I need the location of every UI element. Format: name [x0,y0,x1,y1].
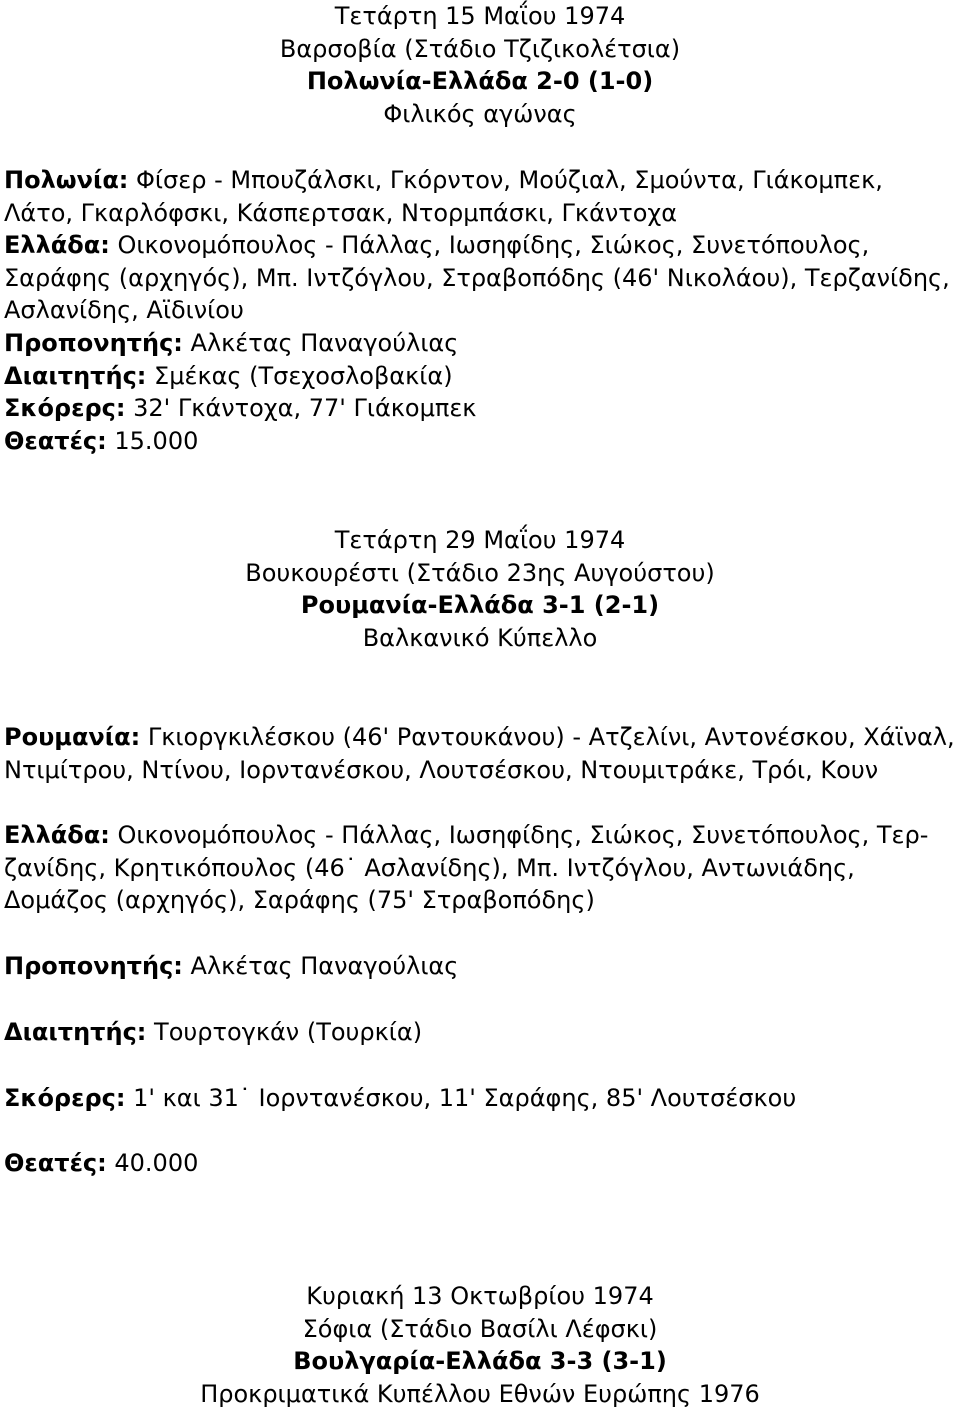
attendance-label: Θεατές: [4,426,107,455]
match-3-header [4,1280,956,1410]
match-2-header [4,524,956,654]
attendance-label: Θεατές: [4,1149,107,1177]
match-1-details [4,164,956,457]
coach-value: Αλκέτας Παναγούλιας [182,952,459,980]
match-2-coach [4,950,956,983]
referee-value: Τουρτογκάν (Τουρκία) [146,1018,423,1046]
lineup-text: Οικονομόπουλος - Πάλλας, Ιωσηφίδης, Σιώκος, Συνετόπουλος, Σαράφης (αρχηγός), Μπ. Ιντζόγλου, Στραβοπόδης (46' Νικολάου), Τερζανίδης, Ασλανίδης, Αϊδινίου [4,231,950,325]
match-1-lineup-home [4,164,956,229]
referee-value: Σμέκας (Τσεχοσλοβακία) [146,361,453,390]
match-3-result: Βουλγαρία-Ελλάδα 3-3 (3-1) [293,1347,667,1376]
lineup-text: Οικονομόπουλος - Πάλλας, Ιωσηφίδης, Σιώκος, Συνετόπουλος, Τερ-ζανίδης, Κρητικόπουλος (46˙ Ασλανίδης), Μπ. Ιντζόγλου, Αντωνιάδης, Δομάζος (αρχηγός), Σαράφης (75' Στραβοπόδης) [4,821,929,915]
lineup-text: Φίσερ - Μπουζάλσκι, Γκόρντον, Μούζιαλ, Σμούντα, Γιάκομπεκ, Λάτο, Γκαρλόφσκι, Κάσπερτσακ, Ντορμπάσκι, Γκάντοχα [4,166,883,227]
match-3-date: Κυριακή 13 Οκτωβρίου 1974 [306,1282,654,1310]
coach-value: Αλκέτας Παναγούλιας [182,328,459,357]
match-2-lineup-away [4,819,956,917]
match-1-venue: Βαρσοβία (Στάδιο Τζιζικολέτσια) [279,34,681,63]
coach-label: Προπονητής: [4,952,183,980]
match-1-scorers [4,392,956,425]
coach-label: Προπονητής: [4,328,183,357]
scorers-label: Σκόρερς: [4,1084,126,1112]
match-2-scorers [4,1082,956,1115]
lineup-label: Ελλάδα: [4,821,110,849]
match-2-date: Τετάρτη 29 Μαΐου 1974 [334,526,626,554]
match-3-competition: Προκριματικά Κυπέλλου Εθνών Ευρώπης 1976 [200,1379,760,1408]
scorers-value: 1' και 31˙ Ιορντανέσκου, 11' Σαράφης, 85' Λουτσέσκου [125,1084,797,1112]
match-1-header [4,0,956,130]
scorers-label: Σκόρερς: [4,394,126,423]
attendance-value: 40.000 [106,1149,199,1177]
lineup-label: Ελλάδα: [4,231,110,260]
match-1-result: Πολωνία-Ελλάδα 2-0 (1-0) [306,67,654,96]
attendance-value: 15.000 [106,426,199,455]
scorers-value: 32' Γκάντοχα, 77' Γιάκομπεκ [125,394,477,423]
match-2-venue: Βουκουρέστι (Στάδιο 23ης Αυγούστου) [245,558,715,587]
match-1-coach [4,327,956,360]
match-1-competition: Φιλικός αγώνας [383,99,577,128]
lineup-label: Ρουμανία: [4,723,141,751]
match-1-referee [4,360,956,393]
match-3-venue: Σόφια (Στάδιο Βασίλι Λέφσκι) [302,1314,658,1343]
match-2-lineup-home [4,721,956,786]
lineup-text: Γκιοργκιλέσκου (46' Ραντουκάνου) - Ατζελίνι, Αντονέσκου, Χάϊναλ, Ντιμίτρου, Ντίνου, Ιορντανέσκου, Λουτσέσκου, Ντουμιτράκε, Τρόι, Κουν [4,723,955,784]
match-2-result: Ρουμανία-Ελλάδα 3-1 (2-1) [300,591,660,620]
referee-label: Διαιτητής: [4,361,147,390]
match-2-referee [4,1016,956,1049]
lineup-label: Πολωνία: [4,166,129,194]
match-1-lineup-away [4,229,956,327]
referee-label: Διαιτητής: [4,1018,147,1046]
match-2-competition: Βαλκανικό Κύπελλο [362,623,598,652]
match-1-attendance [4,425,956,458]
match-2-attendance [4,1147,956,1180]
match-1-date: Τετάρτη 15 Μαΐου 1974 [334,2,626,30]
